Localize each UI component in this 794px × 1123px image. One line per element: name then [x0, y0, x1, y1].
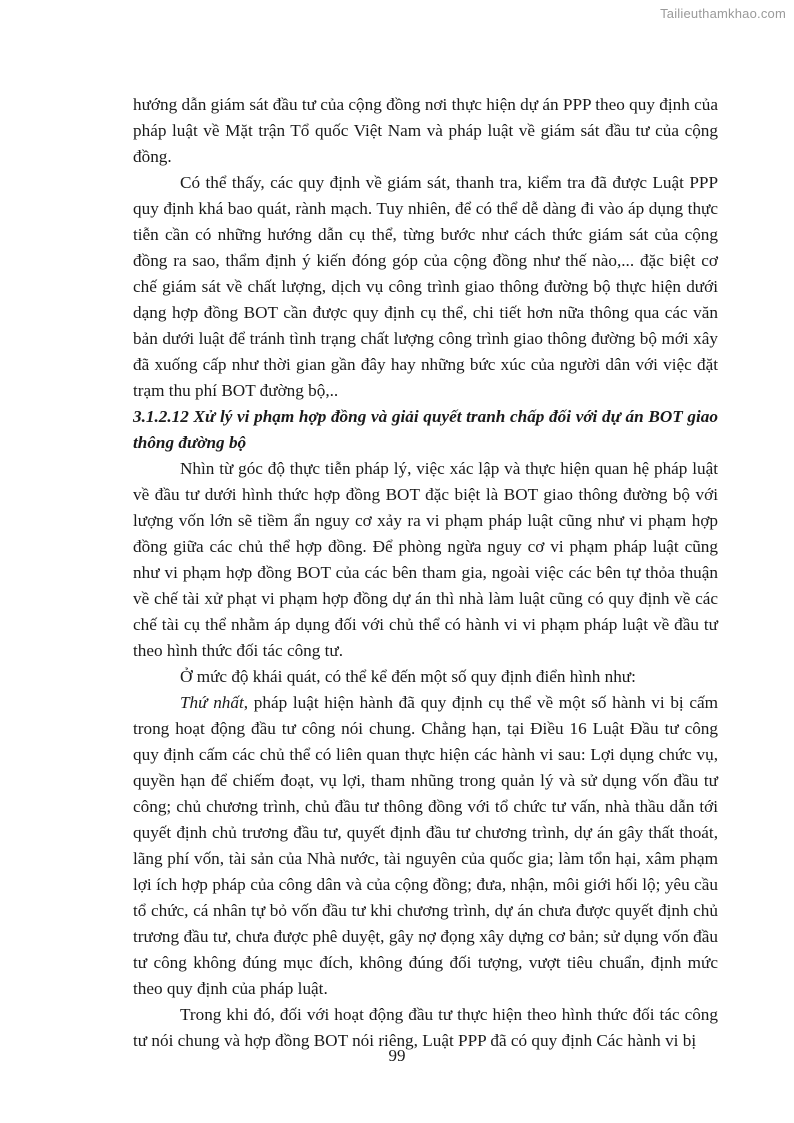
page-body	[133, 92, 718, 1054]
watermark: Tailieuthamkhao.com	[660, 6, 786, 21]
paragraph-5	[133, 690, 718, 1002]
paragraph-6: Trong khi đó, đối với hoạt động đầu tư thực hiện theo hình thức đối tác công tư nói chung và hợp đồng BOT nói riêng, Luật PPP đã có quy định Các hành vi bị	[133, 1005, 718, 1050]
paragraph-5-rest: , pháp luật hiện hành đã quy định cụ thể về một số hành vi bị cấm trong hoạt động đầu tư công nói chung. Chẳng hạn, tại Điều 16 Luật Đầu tư công quy định cấm các chủ thể có liên quan thực hiện các hành vi sau: Lợi dụng chức vụ, quyền hạn để chiếm đoạt, vụ lợi, tham nhũng trong quản lý và sử dụng vốn đầu tư công; chủ chương trình, chủ đầu tư thông đồng với tổ chức tư vấn, nhà thầu dẫn tới quyết định chủ trương đầu tư, quyết định đầu tư chương trình, dự án gây thất thoát, lãng phí vốn, tài sản của Nhà nước, tài nguyên của quốc gia; làm tổn hại, xâm phạm lợi ích hợp pháp của công dân và của cộng đồng; đưa, nhận, môi giới hối lộ; yêu cầu tổ chức, cá nhân tự bỏ vốn đầu tư khi chương trình, dự án chưa được quyết định chủ trương đầu tư, chưa được phê duyệt, gây nợ đọng xây dựng cơ bản; sử dụng vốn đầu tư công không đúng mục đích, không đúng đối tượng, vượt tiêu chuẩn, định mức theo quy định của pháp luật.	[133, 693, 719, 998]
paragraph-3: Nhìn từ góc độ thực tiễn pháp lý, việc xác lập và thực hiện quan hệ pháp luật về đầu tư dưới hình thức hợp đồng BOT đặc biệt là BOT giao thông đường bộ với lượng vốn lớn sẽ tiềm ẩn nguy cơ xảy ra vi phạm pháp luật cũng như vi phạm hợp đồng giữa các chủ thể hợp đồng. Để phòng ngừa nguy cơ vi phạm pháp luật cũng như vi phạm hợp đồng BOT của các bên tham gia, ngoài việc các bên tự thỏa thuận về chế tài xử phạt vi phạm hợp đồng dự án thì nhà làm luật cũng có quy định về các chế tài cụ thể nhằm áp dụng đối với chủ thể có hành vi vi phạm pháp luật về đầu tư theo hình thức đối tác công tư.	[133, 459, 718, 660]
page-number: 99	[388, 1046, 406, 1065]
paragraph-1: hướng dẫn giám sát đầu tư của cộng đồng nơi thực hiện dự án PPP theo quy định của pháp luật về Mặt trận Tổ quốc Việt Nam và pháp luật về giám sát đầu tư của cộng đồng.	[133, 95, 718, 166]
paragraph-2: Có thể thấy, các quy định về giám sát, thanh tra, kiểm tra đã được Luật PPP quy định khá bao quát, rành mạch. Tuy nhiên, để có thể dễ dàng đi vào áp dụng thực tiễn cần có những hướng dẫn cụ thể, từng bước như cách thức giám sát của cộng đồng ra sao, thẩm định ý kiến đóng góp của cộng đồng như thế nào,... đặc biệt cơ chế giám sát về chất lượng, dịch vụ công trình giao thông đường bộ thực hiện dưới dạng hợp đồng BOT cần được quy định cụ thể, chi tiết hơn nữa thông qua các văn bản dưới luật để tránh tình trạng chất lượng công trình giao thông đường bộ mới xây đã xuống cấp như thời gian gần đây hay những bức xúc của người dân với việc đặt trạm thu phí BOT đường bộ,..	[133, 173, 718, 400]
paragraph-5-lead: Thứ nhất	[180, 693, 244, 712]
section-heading: 3.1.2.12 Xử lý vi phạm hợp đồng và giải quyết tranh chấp đối với dự án BOT giao thông đường bộ	[133, 407, 718, 452]
paragraph-4: Ở mức độ khái quát, có thể kể đến một số quy định điển hình như:	[180, 667, 636, 686]
